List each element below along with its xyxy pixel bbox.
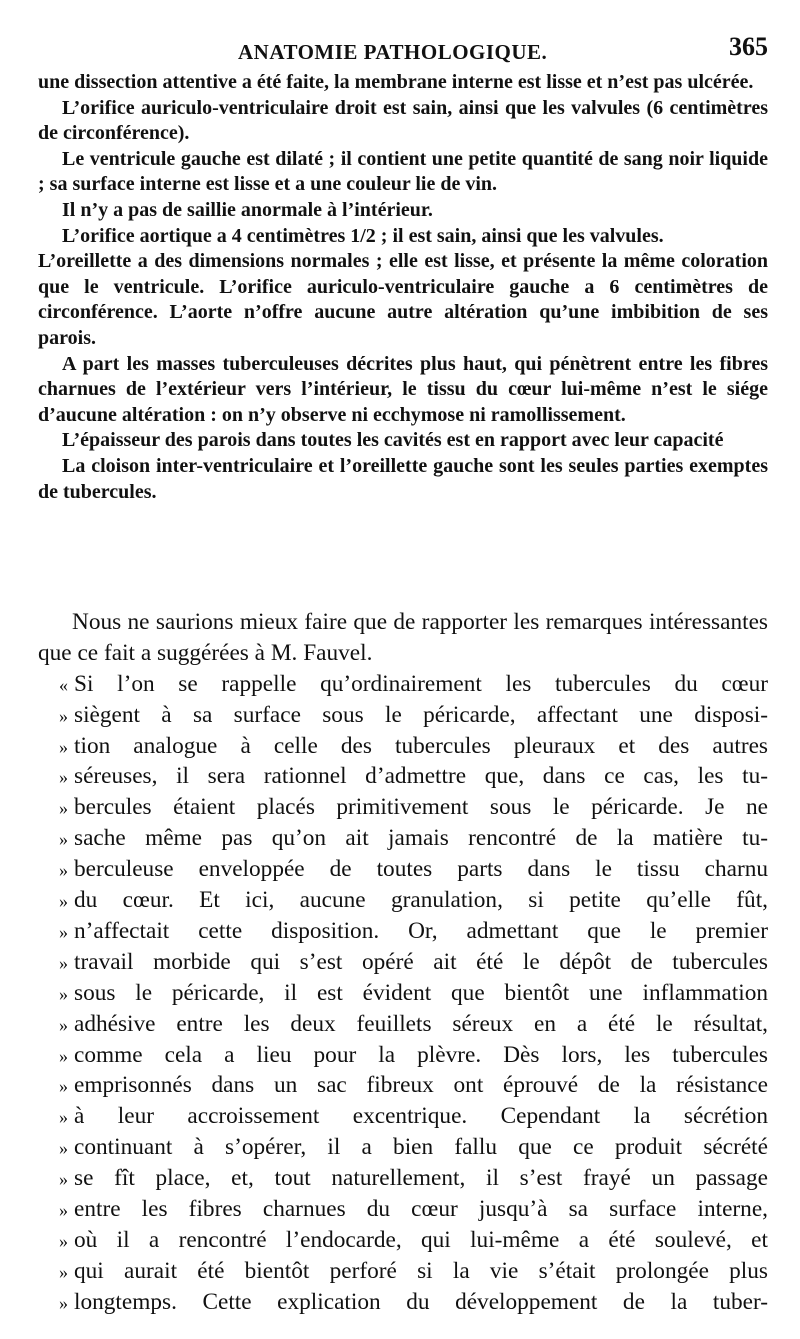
quote-line-text: se fît place, et, tout naturellement, il s’est frayé un passage [74, 1165, 768, 1192]
fauvel-quotation [38, 669, 768, 1318]
quote-line-text: travail morbide qui s’est opéré ait été le dépôt de tubercules [74, 948, 768, 975]
quote-line [38, 1132, 768, 1163]
guillemet-mark: » [59, 1138, 68, 1159]
quote-line [38, 761, 768, 792]
note-paragraph: Il n’y a pas de saillie anormale à l’intérieur. [62, 198, 433, 221]
guillemet-mark: » [59, 983, 68, 1004]
note-paragraph: L’orifice aortique a 4 centimètres 1/2 ; il est sain, ainsi que les valvules. [62, 224, 664, 247]
note-paragraph: L’épaisseur des parois dans toutes les cavités est en rapport avec leur capacité [62, 429, 724, 452]
note-paragraph: La cloison inter-ventriculaire et l’oreillette gauche sont les seules parties exemptes de tubercules. [38, 454, 768, 503]
quote-line-text: bercules étaient placés primitivement sous le péricarde. Je ne [74, 794, 768, 821]
quote-line [38, 1287, 768, 1318]
guillemet-mark: » [59, 798, 68, 819]
quote-line-text: du cœur. Et ici, aucune granulation, si petite qu’elle fût, [74, 887, 768, 914]
guillemet-mark: » [59, 860, 68, 881]
quote-line [38, 1101, 768, 1132]
quote-line [38, 1194, 768, 1225]
quote-line [38, 1163, 768, 1194]
quote-line-text: berculeuse enveloppée de toutes parts dans le tissu charnu [74, 856, 768, 883]
note-paragraph: Le ventricule gauche est dilaté ; il contient une petite quantité de sang noir liquide ; sa surface interne est lisse et a une couleur lie de vin. [38, 147, 768, 196]
quote-line [38, 1256, 768, 1287]
quote-line-text: où il a rencontré l’endocarde, qui lui-même a été soulevé, et [74, 1226, 768, 1253]
quote-line [38, 823, 768, 854]
guillemet-mark: » [59, 1076, 68, 1097]
note-paragraph: L’oreillette a des dimensions normales ; elle est lisse, et présente la même coloration que le ventricule. L’orifice auriculo-ventriculaire gauche a 6 centimètres de circonférence. L’aorte n’offre aucune autre altération qu’une imbibition de ses parois. [38, 250, 768, 349]
quote-line-text: entre les fibres charnues du cœur jusqu’à sa surface interne, [74, 1195, 768, 1222]
quote-line-text: emprisonnés dans un sac fibreux ont éprouvé de la résistance [74, 1072, 768, 1099]
guillemet-mark: » [59, 1292, 68, 1313]
quote-line-text: qui aurait été bientôt perforé si la vie s’était prolongée plus [74, 1257, 768, 1284]
note-paragraph: une dissection attentive a été faite, la membrane interne est lisse et n’est pas ulcérée. [38, 71, 754, 93]
quote-line [38, 731, 768, 762]
guillemet-mark: » [59, 891, 68, 912]
running-title: ANATOMIE PATHOLOGIQUE. [238, 40, 548, 64]
note-paragraph: L’orifice auriculo-ventriculaire droit est sain, ainsi que les valvules (6 centimètres de circonférence). [38, 96, 768, 145]
quote-line [38, 1009, 768, 1040]
guillemet-mark: » [59, 1230, 68, 1251]
quote-line [38, 792, 768, 823]
quote-line [38, 916, 768, 947]
quote-line-text: longtemps. Cette explication du développement de la tuber- [74, 1288, 768, 1315]
quote-line [38, 885, 768, 916]
quote-line-text: comme cela a lieu pour la plèvre. Dès lors, les tubercules [74, 1041, 768, 1068]
guillemet-mark: » [59, 829, 68, 850]
quote-line-text: sache même pas qu’on ait jamais rencontré de la matière tu- [74, 825, 768, 852]
guillemet-mark: » [59, 767, 68, 788]
guillemet-mark: » [59, 1107, 68, 1128]
quote-line [38, 1070, 768, 1101]
running-header [38, 28, 768, 68]
guillemet-mark: » [59, 1014, 68, 1035]
commentary [38, 607, 768, 1318]
quote-line-text: adhésive entre les deux feuillets séreux en a été le résultat, [74, 1010, 768, 1037]
quote-line [38, 669, 768, 700]
guillemet-mark: « [59, 674, 68, 695]
page-number: 365 [729, 32, 768, 61]
quote-line-text: tion analogue à celle des tubercules pleuraux et des autres [74, 732, 768, 759]
observation-notes [38, 70, 768, 505]
quote-line-text: Si l’on se rappelle qu’ordinairement les tubercules du cœur [74, 670, 768, 697]
quote-line [38, 1225, 768, 1256]
guillemet-mark: » [59, 705, 68, 726]
guillemet-mark: » [59, 1261, 68, 1282]
guillemet-mark: » [59, 1169, 68, 1190]
quote-line-text: à leur accroissement excentrique. Cependant la sécrétion [74, 1103, 768, 1130]
quote-line-text: n’affectait cette disposition. Or, admettant que le premier [74, 917, 768, 944]
guillemet-mark: » [59, 921, 68, 942]
intro-paragraph: Nous ne saurions mieux faire que de rapporter les remarques intéressantes que ce fait a suggérées à M. Fauvel. [38, 609, 768, 666]
guillemet-mark: » [59, 736, 68, 757]
quote-line-text: siègent à sa surface sous le péricarde, affectant une disposi- [74, 701, 768, 728]
quote-line-text: sous le péricarde, il est évident que bientôt une inflammation [74, 979, 768, 1006]
quote-line [38, 854, 768, 885]
note-paragraph: A part les masses tuberculeuses décrites plus haut, qui pénètrent entre les fibres charnues de l’extérieur vers l’intérieur, le tissu du cœur lui-même n’est le siége d’aucune altération : on n’y observe ni ecchymose ni ramollissement. [38, 352, 768, 426]
quote-line [38, 1040, 768, 1071]
quote-line-text: continuant à s’opérer, il a bien fallu que ce produit sécrété [74, 1134, 768, 1161]
quote-line-text: séreuses, il sera rationnel d’admettre que, dans ce cas, les tu- [74, 763, 768, 790]
guillemet-mark: » [59, 952, 68, 973]
quote-line [38, 947, 768, 978]
quote-line [38, 978, 768, 1009]
guillemet-mark: » [59, 1045, 68, 1066]
guillemet-mark: » [59, 1199, 68, 1220]
quote-line [38, 700, 768, 731]
